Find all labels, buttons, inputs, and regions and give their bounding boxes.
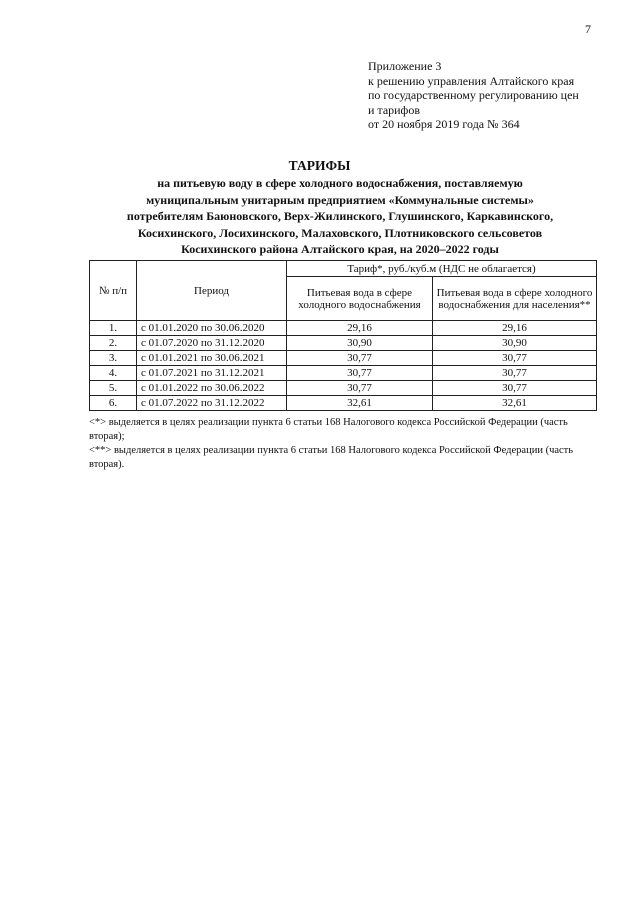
row-value-a: 32,61 <box>287 396 433 411</box>
page-number: 7 <box>585 22 591 36</box>
table-row <box>90 366 597 381</box>
row-value-b: 30,77 <box>433 351 597 366</box>
header-col-b: Питьевая вода в сфере холодного водоснабжения для населения** <box>433 277 597 321</box>
subtitle-line: на питьевую воду в сфере холодного водоснабжения, поставляемую <box>157 176 523 190</box>
header-num: № п/п <box>90 261 137 321</box>
header-tariff-group: Тариф*, руб./куб.м (НДС не облагается) <box>287 261 597 277</box>
subtitle-line: Косихинского района Алтайского края, на 2020–2022 годы <box>181 242 499 256</box>
appendix-line: по государственному регулированию цен <box>368 88 579 102</box>
row-num: 6. <box>90 396 137 411</box>
appendix-line: и тарифов <box>368 102 421 117</box>
tariff-table <box>89 260 597 411</box>
header-period: Период <box>137 261 287 321</box>
row-period: с 01.01.2020 по 30.06.2020 <box>137 321 287 336</box>
table-row <box>90 396 597 411</box>
row-num: 1. <box>90 321 137 336</box>
row-period: с 01.07.2021 по 31.12.2021 <box>137 366 287 381</box>
row-value-a: 30,77 <box>287 366 433 381</box>
table-row <box>90 351 597 366</box>
subtitle-line: муниципальным унитарным предприятием «Коммунальные системы» <box>146 192 534 207</box>
row-num: 4. <box>90 366 137 381</box>
row-num: 5. <box>90 381 137 396</box>
subtitle-line: Косихинского, Лосихинского, Малаховского, Плотниковского сельсоветов <box>137 225 543 240</box>
row-value-b: 30,90 <box>433 336 597 351</box>
row-value-a: 30,90 <box>287 336 433 351</box>
table-row <box>90 381 597 396</box>
table-row <box>90 321 597 336</box>
row-period: с 01.07.2020 по 31.12.2020 <box>137 336 287 351</box>
appendix-line: от 20 ноября 2019 года № 364 <box>368 117 520 131</box>
row-num: 2. <box>90 336 137 351</box>
subtitle-line: потребителям Баюновского, Верх-Жилинского, Глушинского, Каркавинского, <box>126 209 554 223</box>
row-value-a: 30,77 <box>287 351 433 366</box>
appendix-line: к решению управления Алтайского края <box>368 73 575 88</box>
appendix-line: Приложение 3 <box>368 59 442 73</box>
row-value-b: 29,16 <box>433 321 597 336</box>
row-period: с 01.07.2022 по 31.12.2022 <box>137 396 287 411</box>
footnote-2: <**> выделяется в целях реализации пункта 6 статьи 168 Налогового кодекса Российской Федерации (часть вторая). <box>89 445 574 470</box>
row-value-b: 30,77 <box>433 366 597 381</box>
footnote-1: <*> выделяется в целях реализации пункта 6 статьи 168 Налогового кодекса Российской Федерации (часть вторая); <box>89 417 568 442</box>
document-subtitle <box>95 175 585 258</box>
document-title: ТАРИФЫ <box>288 158 351 173</box>
footnotes <box>89 416 599 472</box>
row-value-a: 30,77 <box>287 381 433 396</box>
row-period: с 01.01.2022 по 30.06.2022 <box>137 381 287 396</box>
header-col-a: Питьевая вода в сфере холодного водоснабжения <box>287 277 433 321</box>
row-value-a: 29,16 <box>287 321 433 336</box>
table-row <box>90 336 597 351</box>
row-value-b: 30,77 <box>433 381 597 396</box>
row-period: с 01.01.2021 по 30.06.2021 <box>137 351 287 366</box>
row-value-b: 32,61 <box>433 396 597 411</box>
appendix-block <box>368 59 579 132</box>
row-num: 3. <box>90 351 137 366</box>
